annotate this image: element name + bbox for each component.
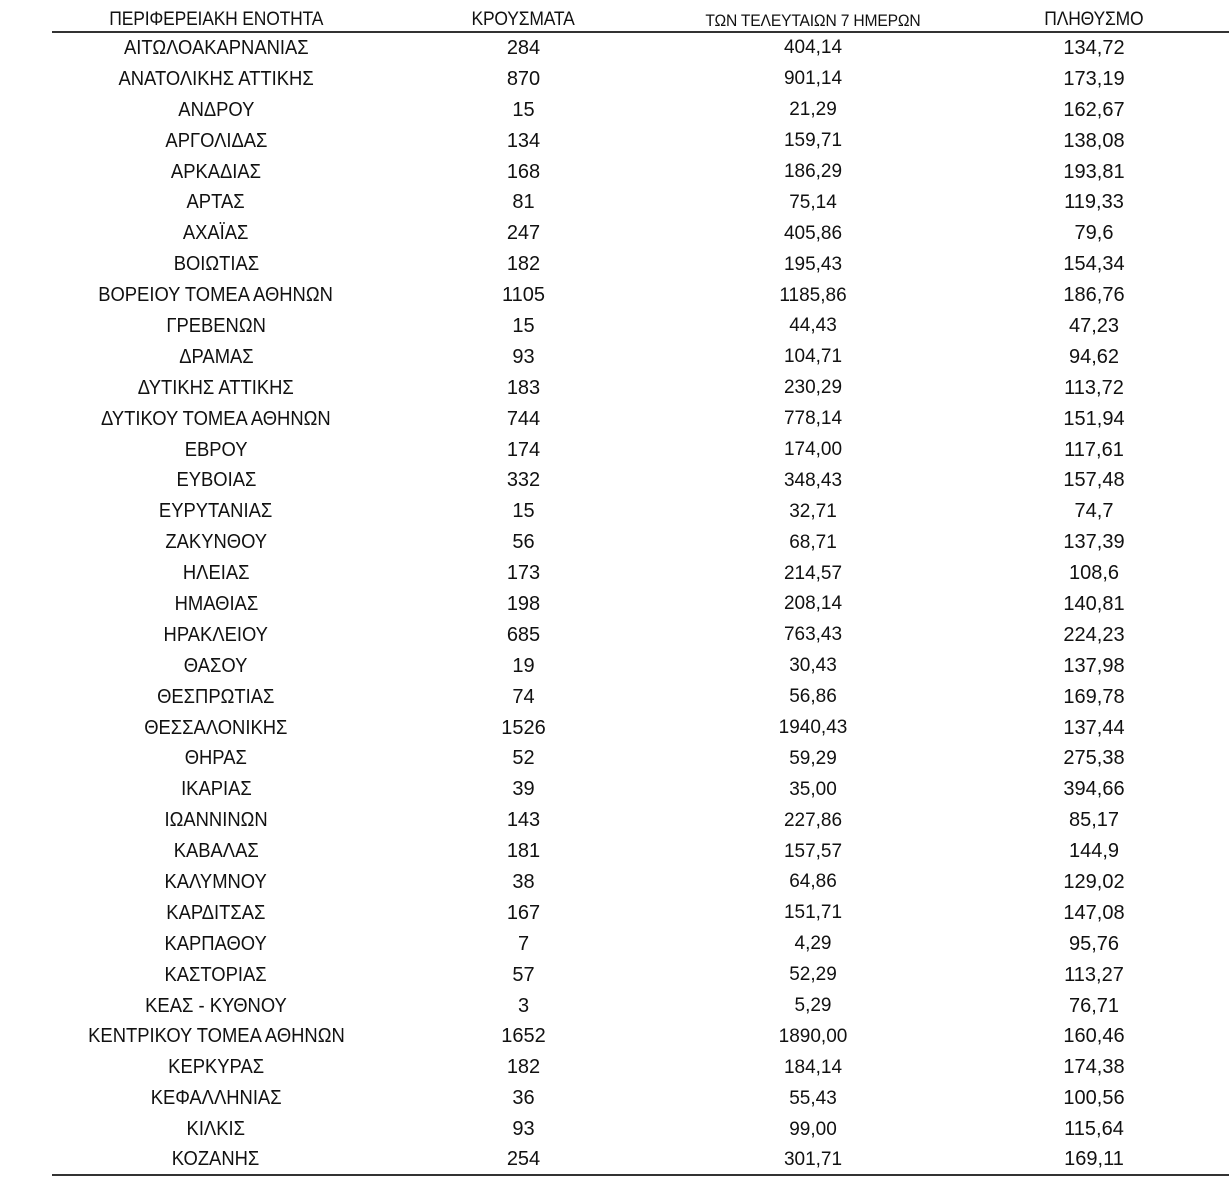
- seven-day-average-cell: 44,43: [789, 315, 837, 337]
- seven-day-average-cell: 778,14: [783, 408, 843, 430]
- table-header-row: [52, 0, 1229, 32]
- table-row: [52, 929, 1229, 960]
- population-cell: 113,27: [1064, 963, 1124, 986]
- cases-cell: 685: [506, 623, 541, 646]
- table-row: [52, 404, 1229, 435]
- cases-cell: 57: [512, 963, 535, 986]
- population-cell: 129,02: [1063, 870, 1125, 893]
- cases-cell: 7: [517, 932, 530, 955]
- table-row: [52, 157, 1229, 188]
- population-cell: 134,72: [1063, 36, 1125, 59]
- region-cell: ΚΙΛΚΙΣ: [186, 1118, 246, 1141]
- population-cell: 138,08: [1063, 129, 1125, 152]
- cases-cell: 3: [517, 994, 530, 1017]
- cases-cell: 19: [512, 654, 535, 677]
- population-cell: 144,9: [1068, 840, 1120, 863]
- population-cell: 113,72: [1064, 376, 1124, 399]
- cases-cell: 181: [506, 840, 541, 863]
- region-cell: ΔΥΤΙΚΟΥ ΤΟΜΕΑ ΑΘΗΝΩΝ: [101, 407, 331, 430]
- region-cell: ΑΧΑΪΑΣ: [183, 222, 249, 245]
- table-row: [52, 682, 1229, 713]
- table-row: [52, 1022, 1229, 1053]
- cases-cell: 15: [512, 500, 535, 523]
- seven-day-average-cell: 186,29: [783, 161, 843, 182]
- cases-cell: 15: [512, 98, 535, 121]
- cases-cell: 198: [506, 592, 541, 615]
- seven-day-average-cell: 901,14: [783, 68, 843, 90]
- region-cell: ΚΑΡΠΑΘΟΥ: [164, 932, 268, 955]
- table-row: [52, 805, 1229, 836]
- population-cell: 151,94: [1063, 407, 1125, 430]
- seven-day-average-cell: 404,14: [783, 37, 843, 59]
- table-row: [52, 527, 1229, 558]
- table-row: [52, 435, 1229, 466]
- table-row: [52, 651, 1229, 682]
- seven-day-average-cell: 227,86: [783, 809, 843, 831]
- seven-day-average-cell: 195,43: [783, 253, 843, 275]
- cases-cell: 93: [512, 1118, 535, 1141]
- region-cell: ΒΟΡΕΙΟΥ ΤΟΜΕΑ ΑΘΗΝΩΝ: [98, 284, 334, 307]
- seven-day-average-cell: 157,57: [783, 840, 843, 862]
- table-row: [52, 64, 1229, 95]
- cases-cell: 56: [512, 531, 535, 554]
- cases-cell: 254: [380, 1145, 667, 1175]
- cases-cell: 168: [506, 160, 541, 183]
- seven-day-average-cell: 64,86: [789, 871, 837, 893]
- population-cell: 173,19: [1063, 67, 1125, 90]
- seven-day-average-cell: 68,71: [789, 531, 837, 553]
- table-row: [52, 32, 1229, 64]
- region-cell: ΖΑΚΥΝΘΟΥ: [165, 531, 267, 554]
- region-cell: ΕΒΡΟΥ: [184, 438, 248, 461]
- seven-day-average-cell: 52,29: [789, 964, 837, 986]
- population-cell: 85,17: [1068, 809, 1120, 832]
- seven-day-average-cell: 104,71: [783, 346, 843, 368]
- region-cell: ΘΕΣΠΡΩΤΙΑΣ: [157, 685, 275, 708]
- population-cell: 95,76: [1068, 932, 1120, 955]
- region-cell: ΚΕΝΤΡΙΚΟΥ ΤΟΜΕΑ ΑΘΗΝΩΝ: [87, 1025, 345, 1048]
- cases-cell: 1652: [501, 1025, 546, 1048]
- region-cell: ΔΡΑΜΑΣ: [178, 345, 254, 368]
- cases-cell: 52: [512, 747, 535, 770]
- population-cell: 117,61: [1064, 438, 1124, 461]
- table-row: [52, 867, 1229, 898]
- cases-cell: 38: [512, 870, 535, 893]
- header-seven-day-average: ΤΩΝ ΤΕΛΕΥΤΑΙΩΝ 7 ΗΜΕΡΩΝ: [667, 0, 959, 32]
- seven-day-average-cell: 30,43: [789, 655, 837, 677]
- table-row: [52, 373, 1229, 404]
- region-cell: ΚΟΖΑΝΗΣ: [52, 1145, 380, 1175]
- seven-day-average-cell: 151,71: [783, 902, 843, 924]
- table-row: [52, 713, 1229, 744]
- population-cell: 394,66: [1063, 778, 1125, 801]
- table-row: [52, 558, 1229, 589]
- seven-day-average-cell: 55,43: [789, 1087, 837, 1109]
- table-row: [52, 311, 1229, 342]
- population-cell: 74,7: [1074, 500, 1114, 523]
- region-cell: ΔΥΤΙΚΗΣ ΑΤΤΙΚΗΣ: [137, 376, 295, 399]
- region-cell: ΚΕΑΣ - ΚΥΘΝΟΥ: [145, 994, 287, 1017]
- seven-day-average-cell: 214,57: [783, 562, 843, 584]
- region-cell: ΘΑΣΟΥ: [184, 654, 248, 677]
- table-row: [52, 95, 1229, 126]
- table-row: [52, 960, 1229, 991]
- population-cell: 157,48: [1063, 469, 1125, 492]
- seven-day-average-cell: 21,29: [789, 99, 837, 121]
- table-row: [52, 1114, 1229, 1145]
- table-row: [52, 1052, 1229, 1083]
- population-cell: 162,67: [1063, 98, 1125, 121]
- cases-cell: 173: [506, 562, 541, 585]
- seven-day-average-cell: 32,71: [789, 500, 837, 522]
- population-cell: 147,08: [1063, 901, 1125, 924]
- cases-cell: 174: [506, 438, 541, 461]
- cases-cell: 36: [512, 1087, 535, 1110]
- region-cell: ΚΕΡΚΥΡΑΣ: [168, 1056, 264, 1079]
- cases-cell: 182: [506, 1056, 541, 1079]
- table-row: [52, 218, 1229, 249]
- region-cell: ΑΡΚΑΔΙΑΣ: [170, 160, 262, 183]
- population-cell: 154,34: [1063, 253, 1125, 276]
- seven-day-average-cell: 56,86: [789, 686, 837, 708]
- cases-cell: 74: [512, 685, 535, 708]
- table-row: [52, 280, 1229, 311]
- cases-cell: 81: [512, 191, 535, 214]
- region-cell: ΑΝΑΤΟΛΙΚΗΣ ΑΤΤΙΚΗΣ: [118, 67, 314, 90]
- cases-cell: 15: [512, 314, 535, 337]
- table-row: [52, 898, 1229, 929]
- seven-day-average-cell: 348,43: [783, 469, 843, 491]
- table-row: [52, 836, 1229, 867]
- cases-cell: 183: [506, 376, 541, 399]
- seven-day-average-cell: 763,43: [783, 624, 843, 646]
- region-cell: ΑΡΓΟΛΙΔΑΣ: [164, 129, 268, 152]
- seven-day-average-cell: 4,29: [794, 933, 832, 955]
- population-cell: 108,6: [1068, 562, 1120, 585]
- seven-day-average-cell: 1890,00: [778, 1025, 848, 1047]
- population-cell: 100,56: [1063, 1087, 1125, 1110]
- population-cell: 186,76: [1063, 284, 1125, 307]
- region-cell: ΘΗΡΑΣ: [184, 747, 248, 770]
- cases-cell: 332: [506, 469, 541, 492]
- table-row: [52, 620, 1229, 651]
- regional-cases-table-page: [52, 0, 1229, 1176]
- table-row: [52, 743, 1229, 774]
- cases-cell: 870: [506, 67, 541, 90]
- seven-day-average-cell: 174,00: [783, 439, 843, 461]
- region-cell: ΓΡΕΒΕΝΩΝ: [166, 314, 266, 337]
- table-row: [52, 126, 1229, 157]
- table-row: [52, 774, 1229, 805]
- seven-day-average-cell: 208,14: [783, 593, 843, 615]
- population-cell: 193,81: [1063, 160, 1125, 183]
- population-cell: 140,81: [1063, 592, 1125, 615]
- header-region: ΠΕΡΙΦΕΡΕΙΑΚΗ ΕΝΟΤΗΤΑ: [52, 0, 380, 32]
- population-cell: 275,38: [1063, 747, 1125, 770]
- region-cell: ΗΡΑΚΛΕΙΟΥ: [163, 623, 269, 646]
- region-cell: ΚΑΣΤΟΡΙΑΣ: [164, 963, 268, 986]
- table-row: [52, 991, 1229, 1022]
- region-cell: ΑΡΤΑΣ: [186, 191, 246, 214]
- population-cell: 115,64: [1064, 1118, 1124, 1141]
- population-cell: 137,44: [1063, 716, 1125, 739]
- cases-cell: 744: [506, 407, 541, 430]
- seven-day-average-cell: 184,14: [783, 1056, 843, 1078]
- cases-cell: 182: [506, 253, 541, 276]
- population-cell: 47,23: [1068, 314, 1120, 337]
- region-cell: ΑΝΔΡΟΥ: [177, 98, 255, 121]
- region-cell: ΙΩΑΝΝΙΝΩΝ: [164, 809, 268, 832]
- cases-cell: 93: [512, 345, 535, 368]
- cases-cell: 134: [506, 129, 541, 152]
- region-cell: ΒΟΙΩΤΙΑΣ: [173, 253, 259, 276]
- table-row: [52, 342, 1229, 373]
- table-row: [52, 589, 1229, 620]
- table-row: [52, 496, 1229, 527]
- seven-day-average-cell: 1185,86: [779, 284, 847, 306]
- table-row: [52, 1145, 1229, 1175]
- table-row: [52, 1083, 1229, 1114]
- cases-cell: 143: [506, 809, 541, 832]
- region-cell: ΗΜΑΘΙΑΣ: [174, 592, 258, 615]
- region-cell: ΚΕΦΑΛΛΗΝΙΑΣ: [150, 1087, 282, 1110]
- table-row: [52, 187, 1229, 218]
- region-cell: ΗΛΕΙΑΣ: [182, 562, 250, 585]
- table-body: [52, 32, 1229, 1175]
- seven-day-average-cell: 405,86: [783, 222, 843, 244]
- region-cell: ΚΑΡΔΙΤΣΑΣ: [166, 901, 266, 924]
- seven-day-average-cell: 1940,43: [778, 717, 848, 739]
- regional-cases-table: [52, 0, 1229, 1176]
- region-cell: ΕΥΡΥΤΑΝΙΑΣ: [159, 500, 273, 523]
- header-population: ΠΛΗΘΥΣΜΟ: [959, 0, 1229, 32]
- population-cell: 169,78: [1063, 685, 1125, 708]
- cases-cell: 284: [506, 36, 541, 59]
- population-cell: 119,33: [1064, 191, 1124, 214]
- region-cell: ΘΕΣΣΑΛΟΝΙΚΗΣ: [144, 716, 288, 739]
- cases-cell: 247: [506, 222, 541, 245]
- region-cell: ΚΑΛΥΜΝΟΥ: [164, 870, 268, 893]
- population-cell: 224,23: [1063, 623, 1125, 646]
- seven-day-average-cell: 159,71: [783, 130, 843, 152]
- population-cell: 137,39: [1063, 531, 1125, 554]
- region-cell: ΑΙΤΩΛΟΑΚΑΡΝΑΝΙΑΣ: [123, 36, 309, 59]
- population-cell: 160,46: [1063, 1025, 1125, 1048]
- header-cases: ΚΡΟΥΣΜΑΤΑ: [380, 0, 667, 32]
- seven-day-average-cell: 5,29: [794, 995, 832, 1017]
- cases-cell: 1105: [501, 284, 545, 307]
- seven-day-average-cell: 35,00: [789, 778, 837, 800]
- seven-day-average-cell: 59,29: [789, 747, 837, 769]
- population-cell: 79,6: [1074, 222, 1114, 245]
- cases-cell: 1526: [501, 716, 546, 739]
- population-cell: 169,11: [959, 1145, 1229, 1175]
- region-cell: ΚΑΒΑΛΑΣ: [173, 840, 259, 863]
- cases-cell: 39: [512, 778, 535, 801]
- cases-cell: 167: [506, 901, 541, 924]
- population-cell: 174,38: [1063, 1056, 1125, 1079]
- seven-day-average-cell: 230,29: [783, 377, 843, 399]
- region-cell: ΕΥΒΟΙΑΣ: [176, 469, 256, 492]
- table-row: [52, 465, 1229, 496]
- population-cell: 76,71: [1068, 994, 1120, 1017]
- region-cell: ΙΚΑΡΙΑΣ: [180, 778, 252, 801]
- seven-day-average-cell: 75,14: [789, 191, 837, 213]
- seven-day-average-cell: 301,71: [667, 1145, 959, 1175]
- seven-day-average-cell: 99,00: [789, 1118, 837, 1140]
- population-cell: 137,98: [1063, 654, 1125, 677]
- table-row: [52, 249, 1229, 280]
- population-cell: 94,62: [1068, 345, 1120, 368]
